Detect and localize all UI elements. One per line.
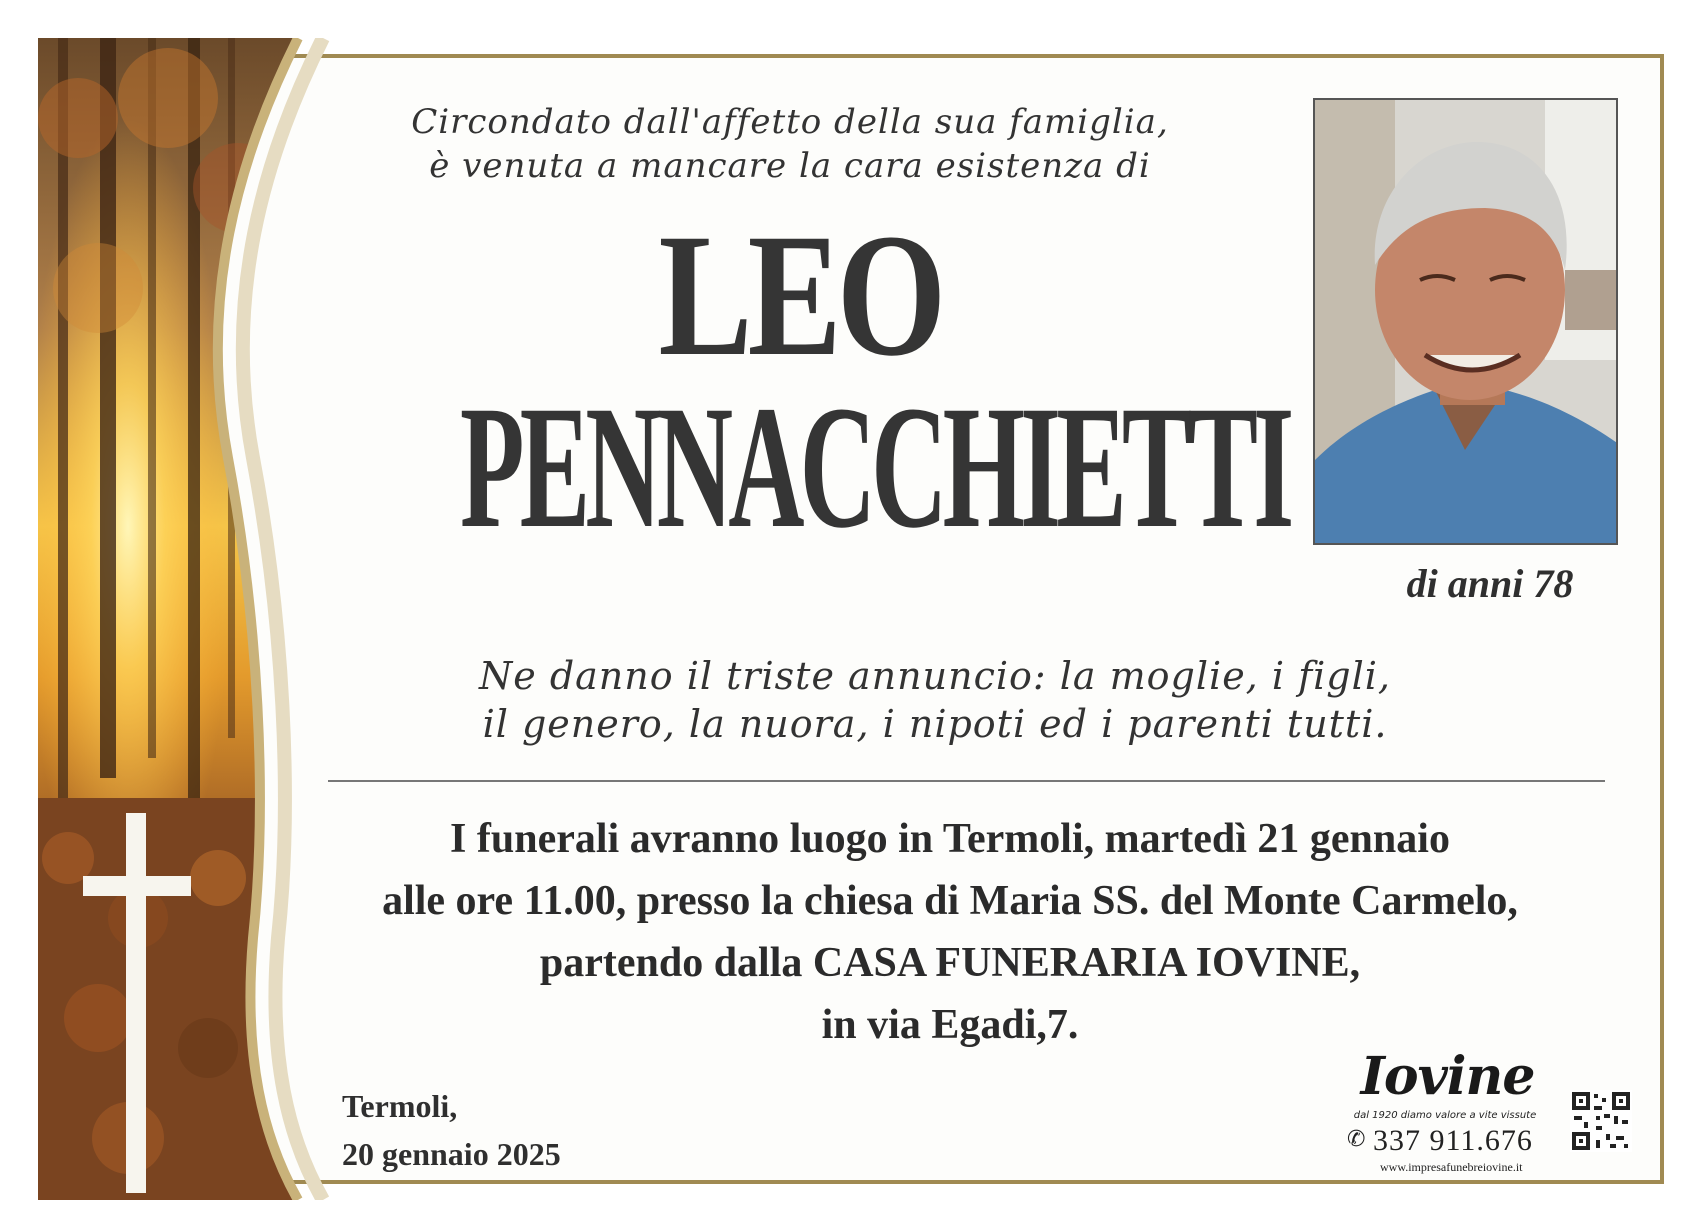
announce-line-1: Ne danno il triste annuncio: la moglie, i figli, <box>479 654 1391 698</box>
logo-website: www.impresafunebreiovine.it <box>1380 1160 1523 1174</box>
intro-line-1: Circondato dall'affetto della sua famiglia, <box>411 102 1169 142</box>
intro-text <box>290 100 1290 188</box>
portrait-photo <box>1313 98 1618 545</box>
age-label: di anni 78 <box>1406 561 1574 606</box>
funeral-line-2: alle ore 11.00, presso la chiesa di Maria SS. del Monte Carmelo, <box>382 878 1518 924</box>
logo-tagline: dal 1920 diamo valore a vite vissute <box>1353 1110 1537 1121</box>
announcement-text <box>360 652 1510 748</box>
divider-line <box>328 780 1605 782</box>
funeral-line-1: I funerali avranno luogo in Termoli, martedì 21 gennaio <box>450 816 1450 862</box>
qr-code-icon[interactable] <box>1570 1090 1632 1152</box>
funeral-line-3: partendo dalla CASA FUNERARIA IOVINE, <box>539 940 1361 986</box>
place-label: Termoli, <box>342 1088 458 1124</box>
funeral-home-logo: Iovine <box>1360 1046 1535 1107</box>
deceased-first-name: LEO <box>658 198 942 393</box>
forest-panel <box>38 38 338 1200</box>
logo-phone: 337 911.676 <box>1373 1124 1533 1157</box>
phone-icon: ✆ <box>1347 1126 1366 1151</box>
intro-line-2: è venuta a mancare la cara esistenza di <box>429 146 1151 186</box>
place-date <box>342 1082 561 1178</box>
announce-line-2: il genero, la nuora, i nipoti ed i parenti tutti. <box>482 702 1388 746</box>
funeral-details <box>300 808 1600 1056</box>
deceased-last-name: PENNACCHIETTI <box>460 370 1290 565</box>
funeral-line-4: in via Egadi,7. <box>821 1002 1079 1048</box>
date-label: 20 gennaio 2025 <box>342 1136 561 1172</box>
